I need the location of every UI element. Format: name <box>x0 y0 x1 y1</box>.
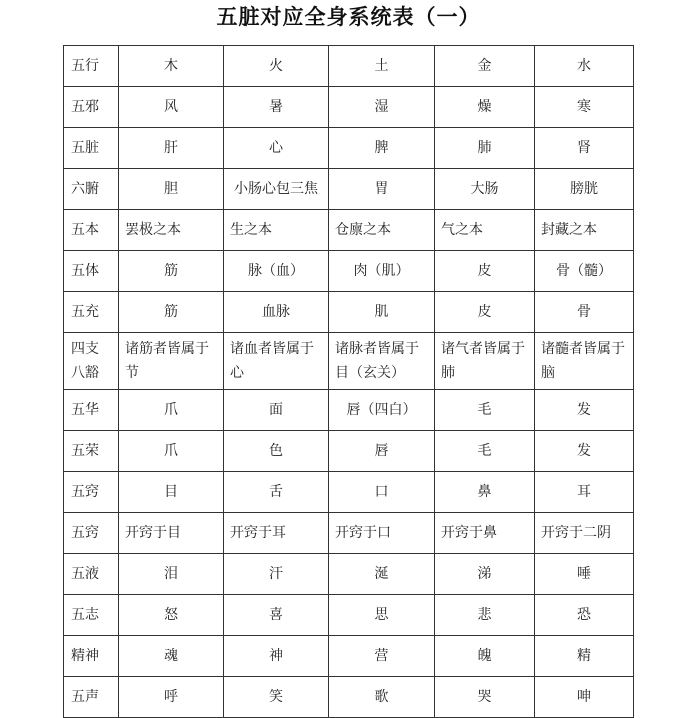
table-row <box>64 595 634 636</box>
table-cell: 开窍于鼻 <box>435 513 535 554</box>
table-cell: 开窍于耳 <box>224 513 329 554</box>
table-cell: 诸脉者皆属于目（玄关） <box>329 333 435 390</box>
table-cell: 水 <box>535 46 634 87</box>
row-header: 五声 <box>64 677 119 718</box>
table-cell: 魄 <box>435 636 535 677</box>
table-body <box>64 46 634 718</box>
table-cell: 笑 <box>224 677 329 718</box>
row-header: 五志 <box>64 595 119 636</box>
row-header: 五华 <box>64 390 119 431</box>
table-cell: 仓廪之本 <box>329 210 435 251</box>
table-cell: 汗 <box>224 554 329 595</box>
table-cell: 脉（血） <box>224 251 329 292</box>
table-cell: 爪 <box>119 390 224 431</box>
table-cell: 肾 <box>535 128 634 169</box>
table-row <box>64 46 634 87</box>
table-cell: 呻 <box>535 677 634 718</box>
table-cell: 气之本 <box>435 210 535 251</box>
row-header: 五脏 <box>64 128 119 169</box>
table-cell: 口 <box>329 472 435 513</box>
table-cell: 胆 <box>119 169 224 210</box>
table-cell: 诸气者皆属于肺 <box>435 333 535 390</box>
table-row <box>64 431 634 472</box>
table-row <box>64 87 634 128</box>
table-cell: 筋 <box>119 251 224 292</box>
table-cell: 脾 <box>329 128 435 169</box>
table-row <box>64 636 634 677</box>
table-cell: 唇 <box>329 431 435 472</box>
table-cell: 开窍于口 <box>329 513 435 554</box>
row-header: 五行 <box>64 46 119 87</box>
table-cell: 大肠 <box>435 169 535 210</box>
row-header: 六腑 <box>64 169 119 210</box>
table-row <box>64 333 634 390</box>
row-header: 五充 <box>64 292 119 333</box>
table-cell: 目 <box>119 472 224 513</box>
table-cell: 舌 <box>224 472 329 513</box>
table-cell: 诸髓者皆属于脑 <box>535 333 634 390</box>
table-cell: 色 <box>224 431 329 472</box>
organ-system-table-container <box>63 45 633 718</box>
table-cell: 开窍于二阴 <box>535 513 634 554</box>
table-cell: 土 <box>329 46 435 87</box>
row-header: 五体 <box>64 251 119 292</box>
table-cell: 发 <box>535 390 634 431</box>
table-cell: 火 <box>224 46 329 87</box>
table-cell: 心 <box>224 128 329 169</box>
row-header: 五本 <box>64 210 119 251</box>
table-cell: 恐 <box>535 595 634 636</box>
organ-system-table <box>63 45 634 718</box>
table-row <box>64 251 634 292</box>
table-cell: 神 <box>224 636 329 677</box>
table-cell: 精 <box>535 636 634 677</box>
table-cell: 歌 <box>329 677 435 718</box>
table-cell: 木 <box>119 46 224 87</box>
row-header: 五液 <box>64 554 119 595</box>
table-cell: 悲 <box>435 595 535 636</box>
table-row <box>64 513 634 554</box>
table-cell: 毛 <box>435 390 535 431</box>
table-cell: 喜 <box>224 595 329 636</box>
row-header: 五邪 <box>64 87 119 128</box>
table-cell: 皮 <box>435 292 535 333</box>
table-cell: 燥 <box>435 87 535 128</box>
table-cell: 膀胱 <box>535 169 634 210</box>
table-cell: 毛 <box>435 431 535 472</box>
table-cell: 哭 <box>435 677 535 718</box>
table-cell: 骨（髓） <box>535 251 634 292</box>
table-cell: 湿 <box>329 87 435 128</box>
table-cell: 涕 <box>435 554 535 595</box>
table-cell: 营 <box>329 636 435 677</box>
row-header: 四支八豁 <box>64 333 119 390</box>
table-cell: 耳 <box>535 472 634 513</box>
row-header: 五荣 <box>64 431 119 472</box>
table-cell: 肉（肌） <box>329 251 435 292</box>
table-cell: 爪 <box>119 431 224 472</box>
table-cell: 小肠心包三焦 <box>224 169 329 210</box>
table-cell: 呼 <box>119 677 224 718</box>
table-cell: 筋 <box>119 292 224 333</box>
table-row <box>64 128 634 169</box>
table-cell: 肺 <box>435 128 535 169</box>
table-row <box>64 292 634 333</box>
table-cell: 诸血者皆属于心 <box>224 333 329 390</box>
table-cell: 开窍于目 <box>119 513 224 554</box>
table-cell: 骨 <box>535 292 634 333</box>
page-title: 五脏对应全身系统表（一） <box>216 5 481 29</box>
table-cell: 唾 <box>535 554 634 595</box>
table-cell: 思 <box>329 595 435 636</box>
table-cell: 风 <box>119 87 224 128</box>
row-header: 精神 <box>64 636 119 677</box>
table-cell: 血脉 <box>224 292 329 333</box>
table-cell: 肝 <box>119 128 224 169</box>
table-cell: 封藏之本 <box>535 210 634 251</box>
table-cell: 暑 <box>224 87 329 128</box>
table-cell: 金 <box>435 46 535 87</box>
table-row <box>64 210 634 251</box>
table-cell: 鼻 <box>435 472 535 513</box>
table-row <box>64 677 634 718</box>
table-row <box>64 169 634 210</box>
row-header: 五窍 <box>64 513 119 554</box>
table-cell: 面 <box>224 390 329 431</box>
table-row <box>64 390 634 431</box>
table-cell: 涎 <box>329 554 435 595</box>
table-cell: 胃 <box>329 169 435 210</box>
table-row <box>64 472 634 513</box>
table-cell: 诸筋者皆属于节 <box>119 333 224 390</box>
row-header: 五窍 <box>64 472 119 513</box>
table-cell: 泪 <box>119 554 224 595</box>
table-cell: 生之本 <box>224 210 329 251</box>
table-cell: 唇（四白） <box>329 390 435 431</box>
table-cell: 怒 <box>119 595 224 636</box>
table-cell: 肌 <box>329 292 435 333</box>
table-cell: 魂 <box>119 636 224 677</box>
table-cell: 皮 <box>435 251 535 292</box>
table-cell: 寒 <box>535 87 634 128</box>
table-cell: 罢极之本 <box>119 210 224 251</box>
table-row <box>64 554 634 595</box>
table-cell: 发 <box>535 431 634 472</box>
